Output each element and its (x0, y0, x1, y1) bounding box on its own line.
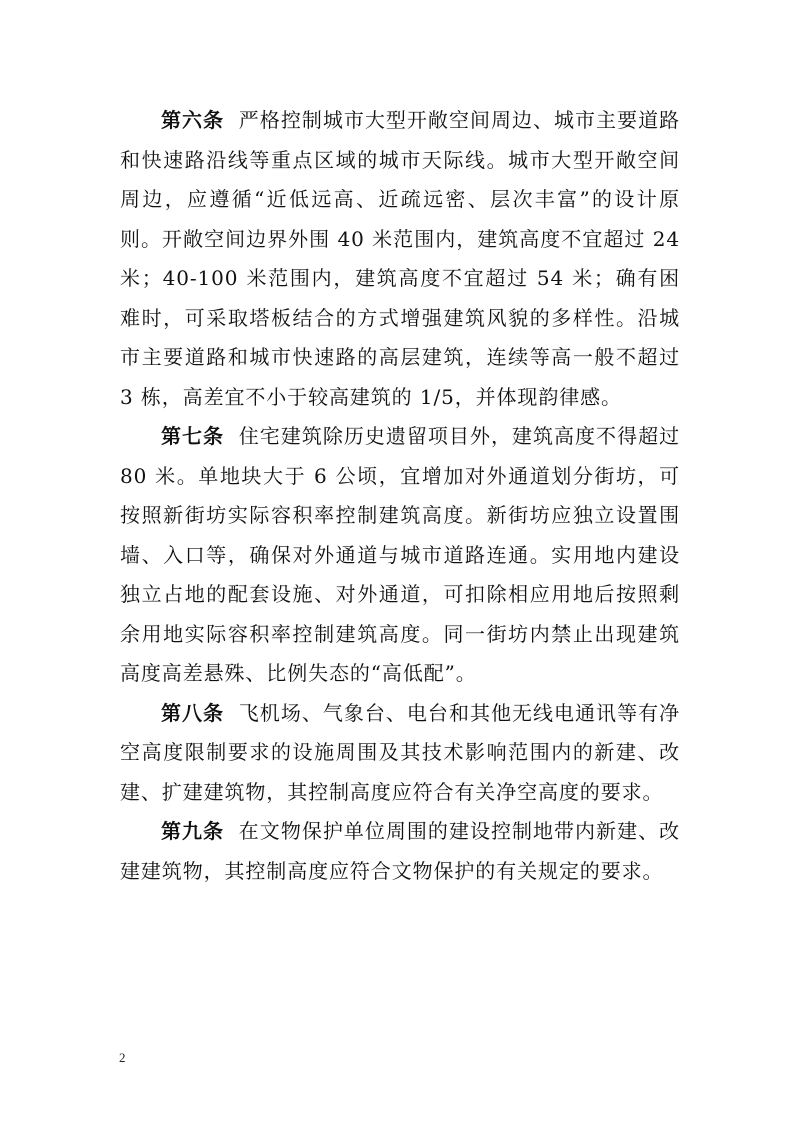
article-7-text: 住宅建筑除历史遗留项目外，建筑高度不得超过 80 米。单地块大于 6 公顷，宜增加对外通道划分街坊，可按照新街坊实际容积率控制建筑高度。新街坊应独立设置围墙、入口等，确保对外通道与城市道路连通。实用地内建设独立占地的配套设施、对外通道，可扣除相应用地后按照剩余用地实际容积率控制建筑高度。同一街坊内禁止出现建筑高度高差悬殊、比例失态的“高低配”。 (120, 424, 680, 685)
article-6-text: 严格控制城市大型开敞空间周边、城市主要道路和快速路沿线等重点区域的城市天际线。城市大型开敞空间周边，应遵循“近低远高、近疏远密、层次丰富”的设计原则。开敞空间边界外围 40 米范围内，建筑高度不宜超过 24 米；40-100 米范围内，建筑高度不宜超过 54 米；确有困难时，可采取塔板结合的方式增强建筑风貌的多样性。沿城市主要道路和城市快速路的高层建筑，连续等高一般不超过 3 栋，高差宜不小于较高建筑的 1/5，并体现韵律感。 (120, 108, 680, 409)
article-7-label: 第七条 (161, 424, 225, 448)
article-7-paragraph (120, 417, 680, 694)
article-8-label: 第八条 (161, 700, 225, 725)
article-9-label: 第九条 (161, 819, 225, 843)
article-9-text: 在文物保护单位周围的建设控制地带内新建、改建建筑物，其控制高度应符合文物保护的有关规定的要求。 (120, 819, 680, 883)
page-number: 2 (119, 1050, 126, 1065)
article-9-paragraph (120, 812, 680, 891)
article-6-label: 第六条 (161, 108, 225, 132)
article-8-paragraph (120, 694, 680, 813)
article-8-text: 飞机场、气象台、电台和其他无线电通讯等有净空高度限制要求的设施周围及其技术影响范围内的新建、改建、扩建建筑物，其控制高度应符合有关净空高度的要求。 (120, 700, 680, 804)
article-6-paragraph (120, 101, 680, 417)
document-body (120, 101, 680, 891)
